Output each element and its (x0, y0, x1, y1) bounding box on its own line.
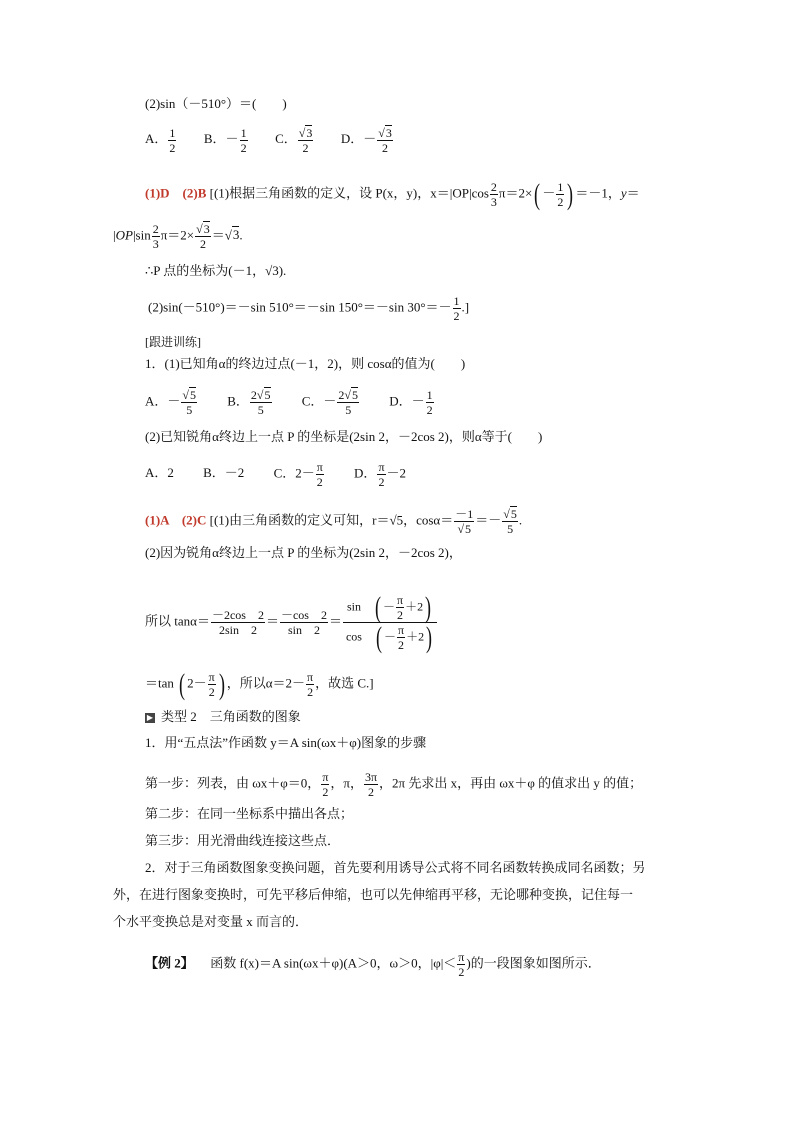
option-a: A．2 (145, 465, 174, 481)
example-label: 【例 2】 (145, 955, 194, 971)
option-b: B．－2 (203, 465, 245, 481)
answer-2-line-2: (2)因为锐角α终边上一点 P 的坐标为(2sin 2，－2cos 2)， (145, 545, 462, 560)
option-d: D．－ $\frac{√3}{2}$ (340, 126, 392, 155)
option-a: A．－ $\frac{√5}{5}$ (145, 388, 196, 417)
step-3: 第三步：用光滑曲线连接这些点． (145, 833, 341, 848)
paragraph-2-line-1: 2．对于三角函数图象变换问题，首先要利用诱导公式将不同名函数转换成同名函数；另 (145, 860, 646, 875)
p-coordinates: ∴P 点的坐标为(－1，√3). (145, 263, 287, 278)
section-heading: ▶ 类型 2 三角函数的图象 (146, 709, 301, 724)
training-1-options (145, 388, 461, 417)
step-2: 第二步：在同一坐标系中描出各点； (145, 806, 354, 821)
question-2-stem: (2)sin（－510°）＝( ) (145, 96, 287, 111)
question-2-options (145, 126, 394, 155)
training-1-stem: 1．(1)已知角α的终边过点(－1，2)，则 cosα的值为( ) (145, 356, 466, 371)
answer-1-line-2: |OP|sin $\frac{2}{3}$ π＝2× $\frac{√3}{2}$ ＝√3. (113, 222, 243, 251)
answer-1-part-2: (2)sin(－510°)＝－sin 510°＝－sin 150°＝－sin 30°＝－ $\frac{1}{2}$ .] (148, 294, 470, 323)
tan-equation: 所以 tanα＝ $\frac{-2\cos 2}{2\sin 2}$ ＝ $\frac{-\cos 2}{\sin 2}$ ＝ sin ( － $\frac{\pi}{2}$ ＋2) cos ( － $\frac{\pi}{2}$ ＋2) (145, 593, 438, 652)
tan-result: ＝tan ( 2－ $\frac{\pi}{2}$ ) ，所以α＝2－ $\frac{\pi}{2}$ ，故选 C.] (145, 667, 374, 701)
answer-2-text: [(1)由三角函数的定义可知，r＝√5，cosα＝ (209, 512, 454, 528)
option-d: D． $\frac{\pi}{2}$ －2 (354, 460, 407, 489)
step-1: 第一步：列表，由 ωx＋φ＝0， $\frac{\pi}{2}$ ，π， $\frac{3\pi}{2}$ ，2π 先求出 x，再由 ωx＋φ 的值求出 y 的值； (145, 770, 643, 799)
answer-2-key: (1)A (2)C (145, 512, 207, 528)
option-c: C．－ $\frac{2√5}{5}$ (301, 388, 359, 417)
option-c: C．2－ $\frac{\pi}{2}$ (273, 460, 323, 489)
paragraph-2-line-2: 外，在进行图象变换时，可先平移后伸缩，也可以先伸缩再平移，无论哪种变换，记住每一 (113, 887, 634, 902)
triangle-marker-icon: ▶ (146, 713, 154, 723)
example-text: 函数 f(x)＝A sin(ωx＋φ)(A＞0，ω＞0，|φ|＜ (210, 955, 457, 971)
option-c: C． $\frac{√3}{2}$ (275, 126, 313, 155)
example-2: 【例 2】 函数 f(x)＝A sin(ωx＋φ)(A＞0，ω＞0，|φ|＜ $\frac{\pi}{2}$ )的一段图象如图所示． (145, 950, 601, 979)
training-2-options (145, 460, 432, 489)
answer-1-text: [(1)根据三角函数的定义，设 P(x，y)，x＝|OP|cos (209, 185, 489, 201)
paragraph-2-line-3: 个水平变换总是对变量 x 而言的． (113, 914, 309, 929)
option-a: A． $\frac{1}{2}$ (145, 126, 176, 155)
training-2-stem: (2)已知锐角α终边上一点 P 的坐标是(2sin 2，－2cos 2)，则α等于( ) (145, 429, 543, 444)
answer-2-line-1: (1)A (2)C [(1)由三角函数的定义可知，r＝√5，cosα＝ $\frac{-1}{√5}$ ＝－ $\frac{√5}{5}$ . (145, 507, 523, 536)
follow-up-title: [跟进训练] (145, 335, 201, 349)
answer-1-line-1: (1)D (2)B [(1)根据三角函数的定义，设 P(x，y)，x＝|OP|cos $\frac{2}{3}$ π＝2×( － $\frac{1}{2}$ ) ＝－1，y＝ (145, 177, 640, 211)
five-point-title: 1．用“五点法”作函数 y＝A sin(ωx＋φ)图象的步骤 (145, 735, 427, 750)
option-d: D．－ $\frac{1}{2}$ (389, 388, 433, 417)
answer-1-key: (1)D (2)B (145, 185, 207, 201)
option-b: B．－ $\frac{1}{2}$ (203, 126, 247, 155)
option-b: B． $\frac{2√5}{5}$ (227, 388, 271, 417)
